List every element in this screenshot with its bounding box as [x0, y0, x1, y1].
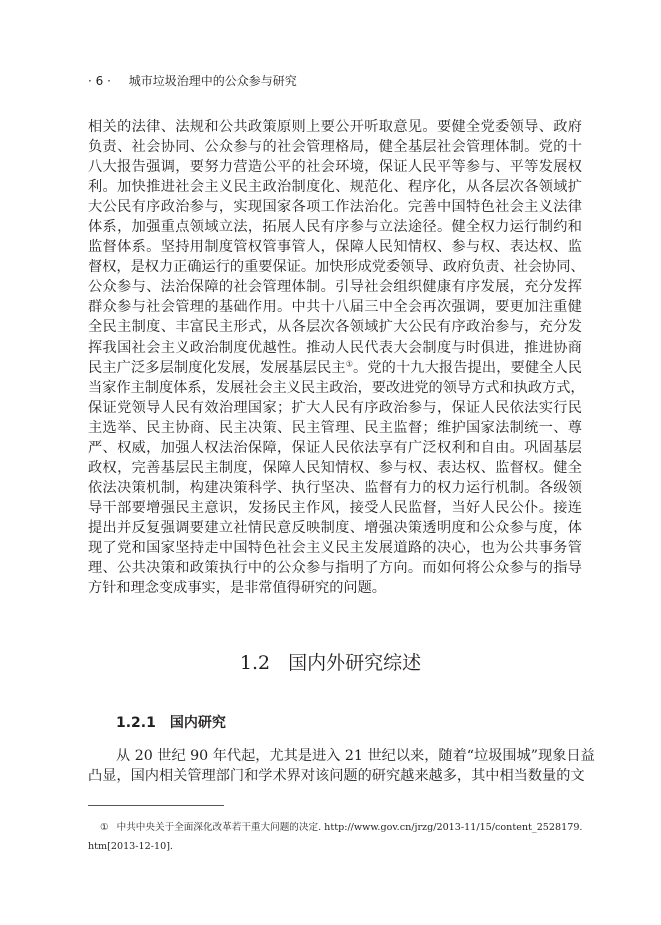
text-line: 相关的法律、法规和公共政策原则上要公开听取意见。要健全党委领导、政府 — [88, 119, 582, 135]
text-line: 利。加快推进社会主义民主政治制度化、规范化、程序化，从各层次各领域扩 — [88, 179, 582, 196]
subsection-number: 1.2.1 — [116, 715, 156, 731]
text-line: 严、权威，加强人权法治保障，保证人民依法享有广泛权利和自由。巩固基层 — [88, 439, 582, 456]
running-head — [88, 73, 297, 89]
text-line: 保证党领导人民有效治理国家；扩大人民有序政治参与，保证人民依法实行民 — [88, 399, 582, 416]
subsection-heading — [116, 713, 226, 733]
book-title: 城市垃圾治理中的公众参与研究 — [128, 74, 297, 88]
text-line: 公众参与、法治保障的社会管理体制。引导社会组织健康有序发展，充分发挥 — [88, 279, 582, 296]
footnote — [88, 818, 582, 856]
text-line: 凸显，国内相关管理部门和学术界对该问题的研究越来越多，其中相当数量的文 — [88, 768, 585, 785]
paragraph-1 — [88, 117, 585, 598]
text-line: 提出并反复强调要建立社情民意反映制度、增强决策透明度和公众参与度，体 — [88, 519, 582, 536]
text-line: 当家作主制度体系，发展社会主义民主政治，要改进党的领导方式和执政方式， — [88, 379, 585, 396]
text-line: 政权，完善基层民主制度，保障人民知情权、参与权、表达权、监督权。健全 — [88, 459, 582, 476]
subsection-title: 国内研究 — [169, 715, 226, 731]
text-line: 现了党和国家坚持走中国特色社会主义民主发展道路的决心，也为公共事务管 — [88, 539, 582, 556]
text-line: 负责、社会协同、公众参与的社会管理格局，健全基层社会管理体制。党的十 — [88, 139, 582, 156]
footnote-line[interactable]: htm[2013-12-10]. — [88, 841, 173, 852]
text-segment: 。党的十九大报告提出，要健全人民 — [353, 359, 582, 376]
text-line-with-footnote — [88, 358, 582, 378]
text-line: 导干部要增强民主意识，发扬民主作风，接受人民监督，当好人民公仆。接连 — [88, 499, 582, 516]
text-line: 方针和理念变成事实，是非常值得研究的问题。 — [88, 580, 386, 597]
text-line: 理、公共决策和政策执行中的公众参与指明了方向。而如何将公众参与的指导 — [88, 560, 582, 577]
footnote-divider — [88, 805, 224, 806]
text-line: 依法决策机制，构建决策科学、执行坚决、监督有力的权力运行机制。各级领 — [88, 479, 582, 496]
text-line: 从 20 世纪 90 年代起，尤其是进入 21 世纪以来，随着“垃圾围城”现象日益 — [116, 748, 595, 764]
footnote-text[interactable]: 中共中央关于全面深化改革若干重大问题的决定. http://www.gov.cn/jrzg/2013-11/15/content_2528179. — [116, 822, 583, 833]
footnote-marker: ① — [100, 822, 109, 833]
text-line: 八大报告强调，要努力营造公平的社会环境，保证人民平等参与、平等发展权 — [88, 159, 582, 176]
text-line: 全民主制度、丰富民主形式，从各层次各领域扩大公民有序政治参与，充分发 — [88, 319, 582, 336]
section-title: 国内外研究综述 — [288, 652, 422, 674]
text-line: 挥我国社会主义政治制度优越性。推动人民代表大会制度与时俱进，推进协商 — [88, 339, 582, 356]
section-number: 1.2 — [239, 652, 271, 674]
footnote-ref[interactable]: ① — [345, 358, 354, 368]
text-line: 主选举、民主协商、民主决策、民主管理、民主监督；维护国家法制统一、尊 — [88, 419, 582, 436]
text-line: 监督体系。坚持用制度管权管事管人，保障人民知情权、参与权、表达权、监 — [88, 239, 582, 256]
text-segment: 民主广泛多层制度化发展，发展基层民主 — [88, 359, 346, 376]
text-line: 群众参与社会管理的基础作用。中共十八届三中全会再次强调，要更加注重健 — [88, 299, 582, 316]
paragraph-2 — [88, 746, 595, 786]
text-line: 督权，是权力正确运行的重要保证。加快形成党委领导、政府负责、社会协同、 — [88, 259, 585, 276]
page-number: · 6 · — [88, 74, 111, 88]
text-line: 体系，加强重点领域立法，拓展人民有序参与立法途径。健全权力运行制约和 — [88, 219, 582, 236]
section-heading — [0, 650, 661, 676]
text-line: 大公民有序政治参与，实现国家各项工作法治化。完善中国特色社会主义法律 — [88, 199, 582, 216]
footnote-line — [88, 818, 582, 837]
